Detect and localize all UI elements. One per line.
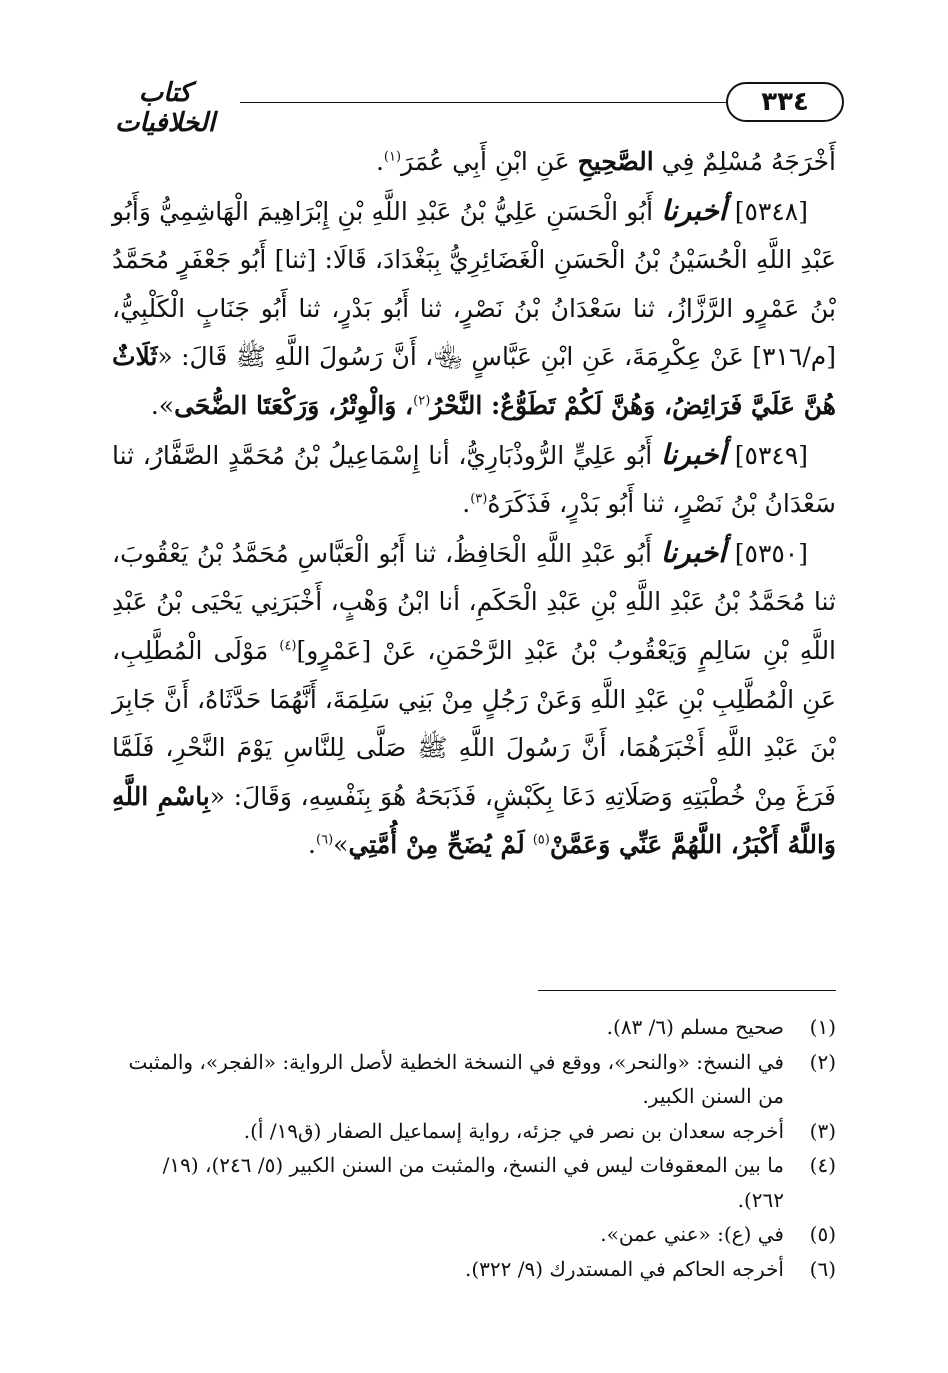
hadith-number: [٥٣٤٩]	[734, 440, 809, 470]
footnote-ref: (٢)	[413, 393, 431, 409]
footnote: (٦) أخرجه الحاكم في المستدرك (٩/ ٣٢٢).	[465, 1256, 836, 1281]
footnote-ref: (٤)	[279, 638, 297, 654]
hadith-matn: بِاسْمِ اللَّهِ وَاللَّهُ أَكْبَرُ، اللَّهُمَّ عَنِّي وَعَمَّنْ	[112, 781, 836, 860]
footnote-ref: (٦)	[316, 832, 334, 848]
sahih-term: الصَّحِيحِ	[577, 147, 654, 176]
hadith-5348: [٥٣٤٨] أخبرنا أَبُو الْحَسَنِ عَلِيُّ بْنُ عَبْدِ اللَّهِ بْنِ إِبْرَاهِيمَ الْهَاشِمِيُّ وَأَبُو عَبْدِ اللَّهِ الْحُسَيْنُ بْنُ الْحَسَنِ الْغَضَائِرِيُّ بِبَغْدَادَ، قَالَا: [ثنا] أَبُو جَعْفَرٍ مُحَمَّدُ بْنُ عَمْرٍو الرَّزَّازُ، ثنا سَعْدَانُ بْنُ نَصْرٍ، ثنا أَبُو بَدْرٍ، ثنا أَبُو جَنَابٍ الْكَلْبِيُّ، [م/٣١٦] عَنْ عِكْرِمَةَ، عَنِ ابْنِ عَبَّاسٍ ﵄، أَنَّ رَسُولَ اللَّهِ ﷺ قَالَ: «ثَلَاثٌ هُنَّ عَلَيَّ فَرَائِضُ، وَهُنَّ لَكُمْ تَطَوُّعٌ: النَّحْرُ$^{(٢)}$، وَالْوِتْرُ، وَرَكْعَتَا الضُّحَى».	[112, 193, 836, 420]
footnote: (٤) ما بين المعقوفات ليس في النسخ، والمثبت من السنن الكبير (٥/ ٢٤٦)، (١٩/ ٢٦٢).	[162, 1153, 836, 1212]
footnote-ref: (٥)	[532, 832, 550, 848]
page-number: ٣٣٤	[726, 82, 844, 122]
hadith-number: [٥٣٤٨]	[734, 196, 808, 226]
footnotes	[112, 1010, 836, 1286]
hadith-matn: ثَلَاثٌ هُنَّ عَلَيَّ فَرَائِضُ، وَهُنَّ لَكُمْ تَطَوُّعٌ: النَّحْرُ	[112, 342, 836, 420]
footnote: (١) صحيح مسلم (٦/ ٨٣).	[606, 1015, 836, 1039]
akhbarana-keyword: أخبرنا	[661, 193, 727, 227]
footnote-separator	[538, 990, 836, 991]
paragraph-intro: أَخْرَجَهُ مُسْلِمٌ فِي الصَّحِيحِ عَنِ ابْنِ أَبِي عُمَرَ$^{(١)}$.	[375, 147, 836, 176]
footnote: (٢) في النسخ: «والنحر»، ووقع في النسخة الخطية لأصل الرواية: «الفجر»، والمثبت من السنن الكبير.	[128, 1049, 836, 1108]
footnote-ref: (٣)	[470, 491, 488, 507]
main-text	[112, 138, 836, 870]
page-header	[92, 76, 844, 138]
akhbarana-keyword: أخبرنا	[660, 437, 727, 471]
footnote-ref: (١)	[383, 149, 402, 165]
akhbarana-keyword: أخبرنا	[660, 535, 726, 569]
header-rule	[240, 102, 726, 103]
footnote: (٣) أخرجه سعدان بن نصر في جزئه، رواية إسماعيل الصفار (ق١٩/ أ).	[243, 1118, 836, 1143]
book-title: كتاب الخلافيات	[114, 78, 216, 138]
hadith-5349: [٥٣٤٩] أخبرنا أَبُو عَلِيٍّ الرُّوذْبَارِيُّ، أنا إِسْمَاعِيلُ بْنُ مُحَمَّدٍ الصَّفَّارُ، ثنا سَعْدَانُ بْنُ نَصْرٍ، ثنا أَبُو بَدْرٍ، فَذَكَرَهُ$^{(٣)}$.	[112, 437, 836, 519]
footnote: (٥) في (ع): «عني عمن».	[600, 1222, 836, 1246]
hadith-number: [٥٣٥٠]	[734, 538, 808, 568]
hadith-5350: [٥٣٥٠] أخبرنا أَبُو عَبْدِ اللَّهِ الْحَافِظُ، ثنا أَبُو الْعَبَّاسِ مُحَمَّدُ بْنُ يَعْقُوبَ، ثنا مُحَمَّدُ بْنُ عَبْدِ اللَّهِ بْنِ عَبْدِ الْحَكَمِ، أنا ابْنُ وَهْبٍ، أَخْبَرَنِي يَحْيَى بْنُ عَبْدِ اللَّهِ بْنِ سَالِمٍ وَيَعْقُوبُ بْنُ عَبْدِ الرَّحْمَنِ، عَنْ [عَمْرٍو]$^{(٤)}$ مَوْلَى الْمُطَّلِبِ، عَنِ الْمُطَّلِبِ بْنِ عَبْدِ اللَّهِ وَعَنْ رَجُلٍ مِنْ بَنِي سَلِمَةَ، أَنَّهُمَا حَدَّثَاهُ، أَنَّ جَابِرَ بْنَ عَبْدِ اللَّهِ أَخْبَرَهُمَا، أَنَّ رَسُولَ اللَّهِ ﷺ صَلَّى لِلنَّاسِ يَوْمَ النَّحْرِ، فَلَمَّا فَرَغَ مِنْ خُطْبَتِهِ وَصَلَاتِهِ دَعَا بِكَبْشٍ، فَذَبَحَهُ هُوَ بِنَفْسِهِ، وَقَالَ: «بِاسْمِ اللَّهِ وَاللَّهُ أَكْبَرُ، اللَّهُمَّ عَنِّي وَعَمَّنْ$^{(٥)}$ لَمْ يُضَحِّ مِنْ أُمَّتِي»$^{(٦)}$.	[112, 535, 837, 860]
